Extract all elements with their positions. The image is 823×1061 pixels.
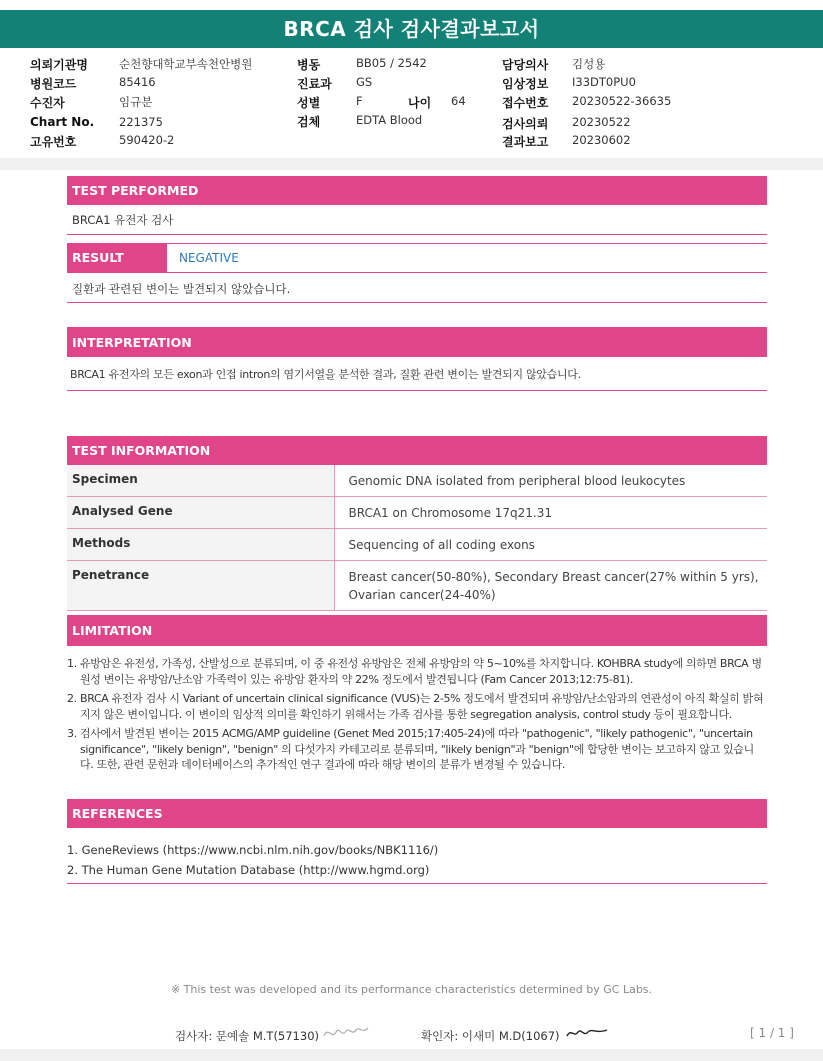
age-label: 나이	[408, 96, 432, 110]
patient-label: 수진자	[30, 96, 65, 110]
specimen-key: Specimen	[67, 465, 334, 497]
clinical-info-label: 임상정보	[502, 77, 549, 91]
specimen-type-label: 검체	[297, 115, 321, 129]
specimen-type-value: EDTA Blood	[356, 113, 423, 127]
item-text: BRCA 유전자 검사 시 Variant of uncertain clinical significance (VUS)는 2-5% 정도에서 발견되며 유방암/난소암과의 연관성이 아직 확실히 밝혀지지 않은 변이입니다. 이 변이의 임상적 의미를 확인하기 위해서는 가족 검사를 통한 segregation analysis, control study 등이 필요합니다.	[80, 692, 764, 721]
tester-label: 검사자: 문예솔 M.T(57130)	[175, 1029, 319, 1043]
limitation-list	[67, 656, 767, 777]
result-label: RESULT	[67, 244, 167, 272]
item-text: 유방암은 유전성, 가족성, 산발성으로 분류되며, 이 중 유전성 유방암은 전체 유방암의 약 5~10%를 차지합니다. KOHBRA study에 의하면 BRCA 병원성 변이는 유방암/난소암 가족력이 있는 유방암 환자의 약 22% 정도에서 발견됩니다 (Fam Cancer 2013;12:75-81).	[80, 657, 762, 686]
table-row	[67, 561, 767, 611]
clinical-info-value: I33DT0PU0	[572, 75, 636, 89]
header-divider	[0, 158, 823, 170]
report-title: BRCA 검사 검사결과보고서	[0, 10, 823, 48]
interpretation-heading: INTERPRETATION	[67, 327, 767, 357]
methods-value: Sequencing of all coding exons	[334, 529, 767, 561]
hospital-code-value: 85416	[119, 75, 156, 89]
result-row	[67, 243, 767, 273]
signature-row	[0, 1020, 823, 1050]
result-text: 질환과 관련된 변이는 발견되지 않았습니다.	[72, 282, 291, 296]
patient-info-header	[0, 48, 823, 166]
item-text: 검사에서 발견된 변이는 2015 ACMG/AMP guideline (Genet Med 2015;17:405-24)에 따라 "pathogenic", "likely pathogenic", "uncertain significance", "likely benign", "benign" 의 다섯가지 카테고리로 분류되며, "likely benign"과 "benign"에 합당한 변이는 보고하지 않고 있습니다. 또한, 관련 문헌과 데이터베이스의 추가적인 연구 결과에 따라 해당 변이의 분류가 변경될 수 있습니다.	[80, 727, 754, 771]
result-value: NEGATIVE	[179, 251, 239, 265]
penetrance-value: Breast cancer(50-80%), Secondary Breast cancer(27% within 5 yrs), Ovarian cancer(24-40%)	[334, 561, 767, 611]
limitation-heading: LIMITATION	[67, 615, 767, 646]
hospital-label: 의뢰기관명	[30, 58, 88, 72]
footer-note: ※ This test was developed and its performance characteristics determined by GC Labs.	[170, 983, 653, 996]
item-number: 3.	[67, 727, 77, 740]
item-number: 2.	[67, 692, 77, 705]
list-item	[67, 656, 767, 687]
analysed-gene-value: BRCA1 on Chromosome 17q21.31	[334, 497, 767, 529]
reference-item: 2. The Human Gene Mutation Database (http://www.hgmd.org)	[67, 863, 430, 877]
item-number: 1.	[67, 657, 77, 670]
sex-value: F	[356, 94, 363, 108]
test-information-heading: TEST INFORMATION	[67, 436, 767, 465]
test-performed-heading: TEST PERFORMED	[67, 176, 767, 205]
physician-label: 담당의사	[502, 58, 549, 72]
physician-value: 김성용	[572, 57, 606, 71]
specimen-value: Genomic DNA isolated from peripheral blood leukocytes	[334, 465, 767, 497]
references-heading: REFERENCES	[67, 799, 767, 828]
interpretation-text: BRCA1 유전자의 모든 exon과 인접 intron의 염기서열을 분석한 결과, 질환 관련 변이는 발견되지 않았습니다.	[70, 368, 581, 381]
penetrance-key: Penetrance	[67, 561, 334, 611]
page-number: [ 1 / 1 ]	[750, 1026, 794, 1040]
patient-value: 임규분	[119, 95, 153, 109]
department-label: 진료과	[297, 77, 332, 91]
tester-signature	[322, 1022, 372, 1044]
divider	[67, 234, 767, 235]
references-list	[67, 840, 767, 880]
test-information-table	[67, 465, 767, 611]
analysed-gene-key: Analysed Gene	[67, 497, 334, 529]
divider	[67, 883, 767, 884]
receipt-no-label: 접수번호	[502, 96, 549, 110]
ward-value: BB05 / 2542	[356, 56, 427, 70]
reference-item: 1. GeneReviews (https://www.ncbi.nlm.nih.gov/books/NBK1116/)	[67, 843, 439, 857]
receipt-no-value: 20230522-36635	[572, 94, 672, 108]
unique-id-label: 고유번호	[30, 135, 77, 149]
sex-label: 성별	[297, 96, 321, 110]
table-row	[67, 529, 767, 561]
unique-id-value: 590420-2	[119, 133, 175, 147]
request-date-value: 20230522	[572, 115, 631, 129]
report-date-label: 결과보고	[502, 135, 549, 149]
methods-key: Methods	[67, 529, 334, 561]
list-item	[67, 691, 767, 722]
report-date-value: 20230602	[572, 133, 631, 147]
ward-label: 병동	[297, 58, 321, 72]
test-performed-text: BRCA1 유전자 검사	[72, 213, 174, 227]
request-date-label: 검사의뢰	[502, 117, 549, 131]
divider	[67, 390, 767, 391]
footer-divider	[0, 1049, 823, 1061]
age-value: 64	[451, 94, 466, 108]
table-row	[67, 497, 767, 529]
confirmer-label: 확인자: 이새미 M.D(1067)	[421, 1029, 560, 1043]
list-item	[67, 726, 767, 773]
chart-no-value: 221375	[119, 115, 163, 129]
table-row	[67, 465, 767, 497]
hospital-code-label: 병원코드	[30, 77, 77, 91]
divider	[67, 302, 767, 303]
confirmer-signature	[565, 1024, 609, 1042]
department-value: GS	[356, 75, 373, 89]
hospital-value: 순천향대학교부속천안병원	[119, 57, 253, 71]
chart-no-label: Chart No.	[30, 115, 95, 129]
